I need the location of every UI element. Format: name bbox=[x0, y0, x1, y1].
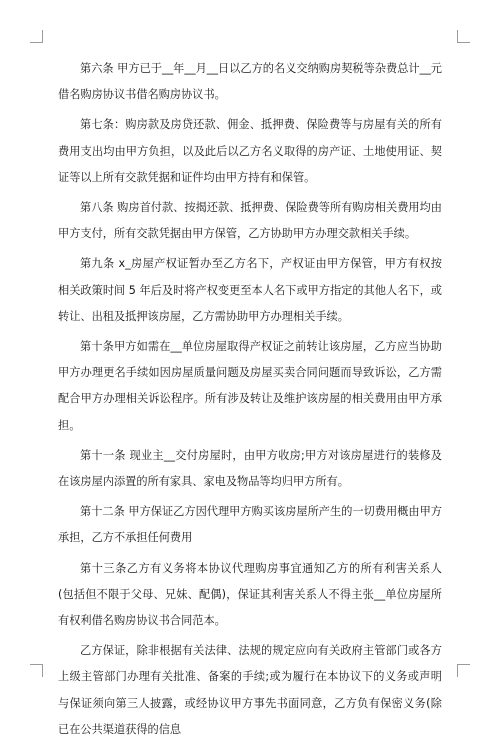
article-11-paragraph: 第十一条 现业主__交付房屋时，由甲方收房;甲方对该房屋进行的装修及在该房屋内添置的所有家具、家电及物品等均归甲方所有。 bbox=[58, 448, 442, 489]
crop-mark-top-right bbox=[457, 30, 470, 43]
confidentiality-paragraph: 乙方保证，除非根据有关法律、法规的规定应向有关政府主管部门或各方上级主管部门办理有关批准、备案的手续;或为履行在本协议下的义务或声明与保证须向第三人披露，或经协议甲方事先书面同意，乙方负有保密义务(除已在公共渠道获得的信息 bbox=[58, 644, 442, 736]
article-8-paragraph: 第八条 购房首付款、按揭还款、抵押费、保险费等所有购房相关费用均由甲方支付，所有交款凭据由甲方保管，乙方协助甲方办理交款相关手续。 bbox=[58, 201, 442, 241]
article-9-paragraph: 第九条 x_房屋产权证暂办至乙方名下，产权证由甲方保管，甲方有权按相关政策时间 5 年后及时将产权变更至本人名下或甲方指定的其他人名下，或转让、出租及抵押该房屋，乙方需协助甲方办理相关手续。 bbox=[58, 257, 442, 323]
article-12-paragraph: 第十二条 甲方保证乙方因代理甲方购买该房屋所产生的一切费用概由甲方承担，乙方不承担任何费用 bbox=[58, 505, 442, 545]
crop-mark-top-left bbox=[30, 30, 43, 43]
document-body bbox=[58, 56, 442, 747]
article-7-paragraph: 第七条：购房款及房贷还款、佣金、抵押费、保险费等与房屋有关的所有费用支出均由甲方负担，以及此后以乙方名义取得的房产证、土地使用证、契证等以上所有交款凭据和证件均由甲方持有和保管。 bbox=[58, 118, 442, 184]
article-10-paragraph: 第十条甲方如需在__单位房屋取得产权证之前转让该房屋，乙方应当协助甲方办理更名手续如因房屋质量问题及房屋买卖合同问题而导致诉讼，乙方需配合甲方办理相关诉讼程序。所有涉及转让及维护该房屋的相关费用由甲方承担。 bbox=[58, 340, 442, 432]
article-13-paragraph: 第十三条乙方有义务将本协议代理购房事宜通知乙方的所有利害关系人(包括但不限于父母、兄妹、配偶)，保证其利害关系人不得主张__单位房屋所有权利借名购房协议书合同范本。 bbox=[58, 561, 442, 628]
article-6-paragraph: 第六条 甲方已于__年__月__日以乙方的名义交纳购房契税等杂费总计__元借名购房协议书借名购房协议书。 bbox=[58, 62, 442, 102]
crop-mark-bottom-left bbox=[30, 664, 43, 677]
crop-mark-bottom-right bbox=[457, 664, 470, 677]
